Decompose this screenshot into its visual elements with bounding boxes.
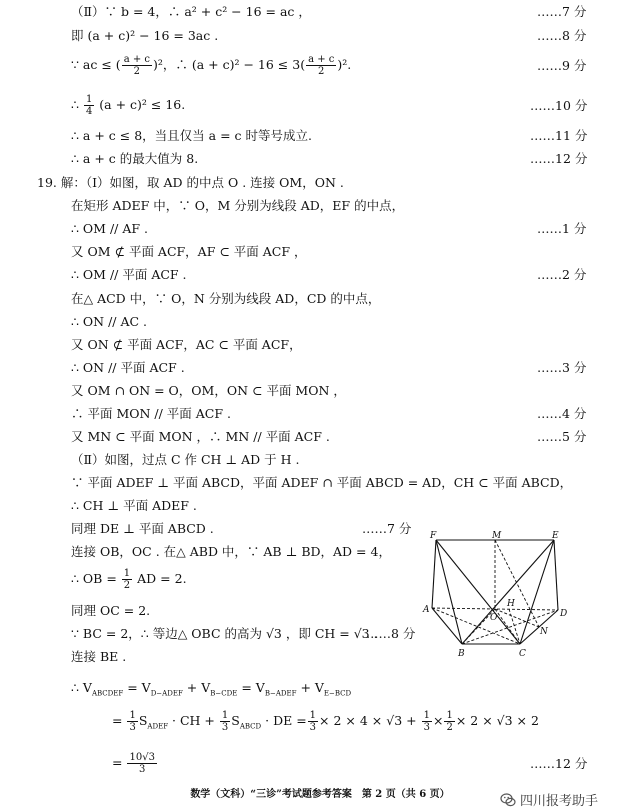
score: ……5 分 (537, 429, 587, 444)
score: ……2 分 (537, 267, 587, 282)
text-seg: )². (337, 57, 352, 72)
watermark (500, 790, 598, 809)
label-O: O (490, 613, 498, 623)
score: ……12 分 (530, 151, 588, 166)
label-A: A (423, 605, 430, 615)
fraction: $\frac{1}{2}$ (123, 568, 131, 591)
text-line: （Ⅱ）如图，过点 C 作 CH ⊥ AD 于 H . (71, 452, 300, 467)
text-line: （Ⅱ）∵ b = 4，∴ a² + c² − 16 = ac ， (71, 4, 311, 19)
score: ……4 分 (537, 406, 587, 421)
fraction: $\frac{1}{3}$ (309, 710, 317, 733)
text-line: ∴ 平面 MON // 平面 ACF . (71, 406, 231, 421)
text-line: ∵ 平面 ADEF ⊥ 平面 ABCD，平面 ADEF ∩ 平面 ABCD = AD，CH ⊂ 平面 ABCD， (71, 475, 573, 490)
text-line: ∴ a + c ≤ 8，当且仅当 a = c 时等号成立. (71, 128, 312, 143)
label-M: M (492, 531, 502, 541)
text-line: ∴ ON // AC . (71, 314, 148, 329)
text-line: 19. 解：（Ⅰ）如图，取 AD 的中点 O . 连接 OM，ON . (37, 175, 344, 190)
label-C: C (519, 649, 526, 659)
fraction: $\frac{a + c}{2}$ (123, 54, 150, 77)
formula-line: = $\frac{10√3}{3}$ (112, 752, 155, 775)
text-line: ∴ OM // 平面 ACF . (71, 267, 187, 282)
score: ……3 分 (537, 360, 587, 375)
label-B: B (458, 649, 465, 659)
text-line (71, 54, 351, 77)
fraction: $\frac{1}{4}$ (85, 94, 93, 117)
score: ……12 分 (530, 756, 588, 771)
edge-ED (554, 540, 558, 610)
score: ……8 分 (366, 626, 416, 641)
text-line: 同理 DE ⊥ 平面 ABCD . (71, 521, 214, 536)
text-line: 又 OM ∩ ON = O，OM，ON ⊂ 平面 MON ， (71, 383, 346, 398)
geometry-figure (420, 530, 570, 660)
fraction: $\frac{10√3}{3}$ (129, 752, 155, 775)
score: ……7 分 (537, 4, 587, 19)
text-seg: )²，∴ (a + c)² − 16 ≤ 3( (153, 57, 306, 72)
text-line: 即 (a + c)² − 16 = 3ac . (71, 28, 219, 43)
fraction: $\frac{1}{3}$ (423, 710, 430, 733)
label-H: H (507, 599, 515, 609)
text-line: 又 ON ⊄ 平面 ACF，AC ⊂ 平面 ACF， (71, 337, 302, 352)
text-line: 同理 OC = 2. (71, 603, 151, 618)
score: ……1 分 (537, 221, 587, 236)
text-line: ∴ a + c 的最大值为 8. (71, 151, 199, 166)
score: ……10 分 (530, 98, 588, 113)
text-seg: ∵ ac ≤ ( (71, 57, 121, 72)
text-line: ∴ OM // AF . (71, 221, 148, 236)
text-seg: (a + c)² ≤ 16. (99, 97, 186, 112)
text-line (71, 94, 185, 117)
watermark-text: 四川报考助手 (520, 794, 599, 809)
text-line: 在矩形 ADEF 中，∵ O，M 分别为线段 AD，EF 的中点， (71, 198, 405, 213)
label-E: E (552, 531, 559, 541)
score: ……8 分 (537, 28, 587, 43)
fraction: $\frac{1}{3}$ (221, 710, 229, 733)
formula-line: ∴ $V_{ABCDEF} = V_{D-ADEF} + V_{B-CDE} = V_{B-ADEF} + V_{E-BCD}$ (71, 680, 352, 698)
edge-FA (432, 540, 436, 608)
text-seg: ∴ OB = (71, 571, 117, 586)
text-line (71, 568, 187, 591)
wechat-icon (500, 792, 516, 808)
label-D: D (560, 609, 568, 619)
score: ……11 分 (530, 128, 588, 143)
text-line: 又 MN ⊂ 平面 MON ，∴ MN // 平面 ACF . (71, 429, 330, 444)
text-line: 连接 BE . (71, 649, 127, 664)
formula-line: = $\frac{1}{3}$ $S_{ADEF}$ · CH + $\frac{1}{3}$ $S_{ABCD}$ · DE = $\frac{1}{3}$ × 2 × 4 × √3 + $\frac{1}{3}$ × $\frac{1}{2}$ × 2 × √3 × 2 (112, 710, 539, 733)
text-line: ∵ BC = 2，∴ 等边△ OBC 的高为 √3 ，即 CH = √3 . (71, 626, 378, 641)
text-line: 在△ ACD 中，∵ O，N 分别为线段 AD，CD 的中点， (71, 291, 381, 306)
fraction: $\frac{a + c}{2}$ (308, 54, 335, 77)
text-line: ∴ CH ⊥ 平面 ADEF . (71, 498, 197, 513)
label-N: N (540, 627, 548, 637)
text-seg: ∴ (71, 97, 79, 112)
edge-MN (495, 540, 539, 627)
label-F: F (430, 531, 437, 541)
page-footer: 数学（文科）“三诊”考试题参考答案 第 2 页（共 6 页） (190, 789, 450, 800)
text-line: 连接 OB，OC . 在△ ABD 中，∵ AB ⊥ BD，AD = 4， (71, 544, 391, 559)
text-line: ∴ ON // 平面 ACF . (71, 360, 185, 375)
fraction: $\frac{1}{2}$ (446, 710, 453, 733)
fraction: $\frac{1}{3}$ (129, 710, 136, 733)
text-seg: AD = 2. (137, 571, 187, 586)
score: ……7 分 (362, 521, 412, 536)
text-line: 又 OM ⊄ 平面 ACF，AF ⊂ 平面 ACF ， (71, 244, 307, 259)
score: ……9 分 (537, 58, 587, 73)
